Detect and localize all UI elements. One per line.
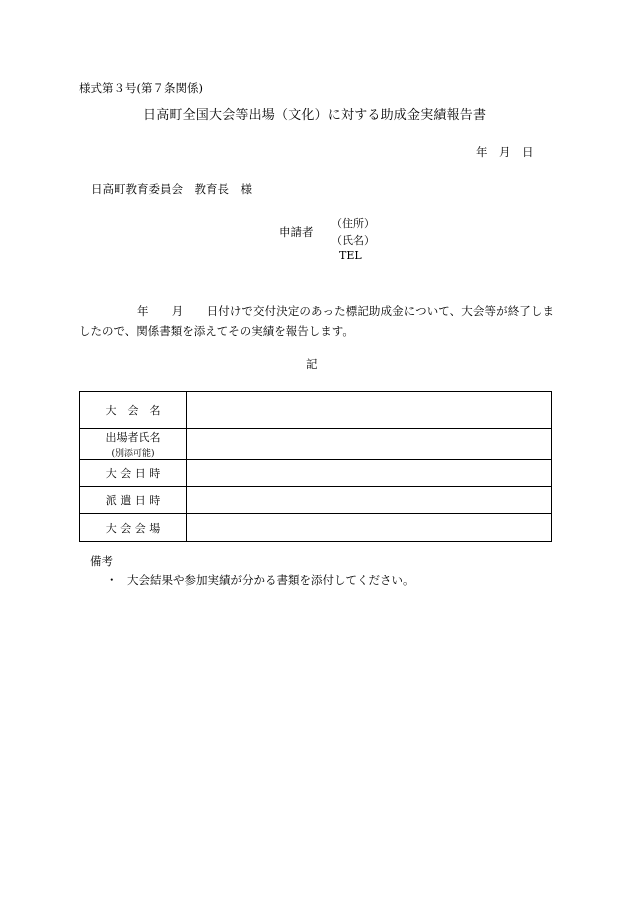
remark-bullet: ・ <box>106 573 118 587</box>
detail-table <box>79 391 552 542</box>
row-label <box>80 514 187 542</box>
applicant-label: 申請者 <box>279 225 314 239</box>
table-row-event-name <box>80 392 552 429</box>
table-row-venue <box>80 514 552 542</box>
table-row-dispatch-date <box>80 487 552 514</box>
table-row-participants <box>80 429 552 460</box>
row-label-text: 派 遣 日 時 <box>105 494 161 507</box>
applicant-address-label: （住所） <box>331 217 375 230</box>
row-label <box>80 429 187 460</box>
row-value-field[interactable] <box>187 460 552 487</box>
row-label-text: 大 会 会 場 <box>105 521 161 535</box>
row-label-text: 大 会 名 <box>105 404 161 417</box>
ki-heading: 記 <box>306 357 318 371</box>
row-label-text: 出場者氏名 <box>105 431 161 444</box>
applicant-tel-label: TEL <box>339 249 362 262</box>
remarks-heading: 備考 <box>90 554 113 568</box>
body-paragraph: 年 月 日付けで交付決定のあった標記助成金について、大会等が終了しましたので、関係書類を添えてその実績を報告します。 <box>79 304 554 338</box>
addressee: 日高町教育委員会 教育長 様 <box>91 182 252 196</box>
table-row-event-date <box>80 460 552 487</box>
row-label <box>80 392 187 429</box>
document-title: 日高町全国大会等出場（文化）に対する助成金実績報告書 <box>143 108 487 123</box>
row-label-text: 大 会 日 時 <box>105 467 161 480</box>
row-value-field[interactable] <box>187 392 552 429</box>
row-label <box>80 460 187 487</box>
row-value-field[interactable] <box>187 429 552 460</box>
row-label-note: (別添可能) <box>111 449 155 459</box>
remark-item: 大会結果や参加実績が分かる書類を添付してください。 <box>127 573 415 587</box>
applicant-name-label: （氏名） <box>331 234 375 247</box>
date-line: 年 月 日 <box>476 145 534 159</box>
row-value-field[interactable] <box>187 514 552 542</box>
row-value-field[interactable] <box>187 487 552 514</box>
row-label <box>80 487 187 514</box>
form-number: 様式第３号(第７条関係) <box>79 81 203 95</box>
